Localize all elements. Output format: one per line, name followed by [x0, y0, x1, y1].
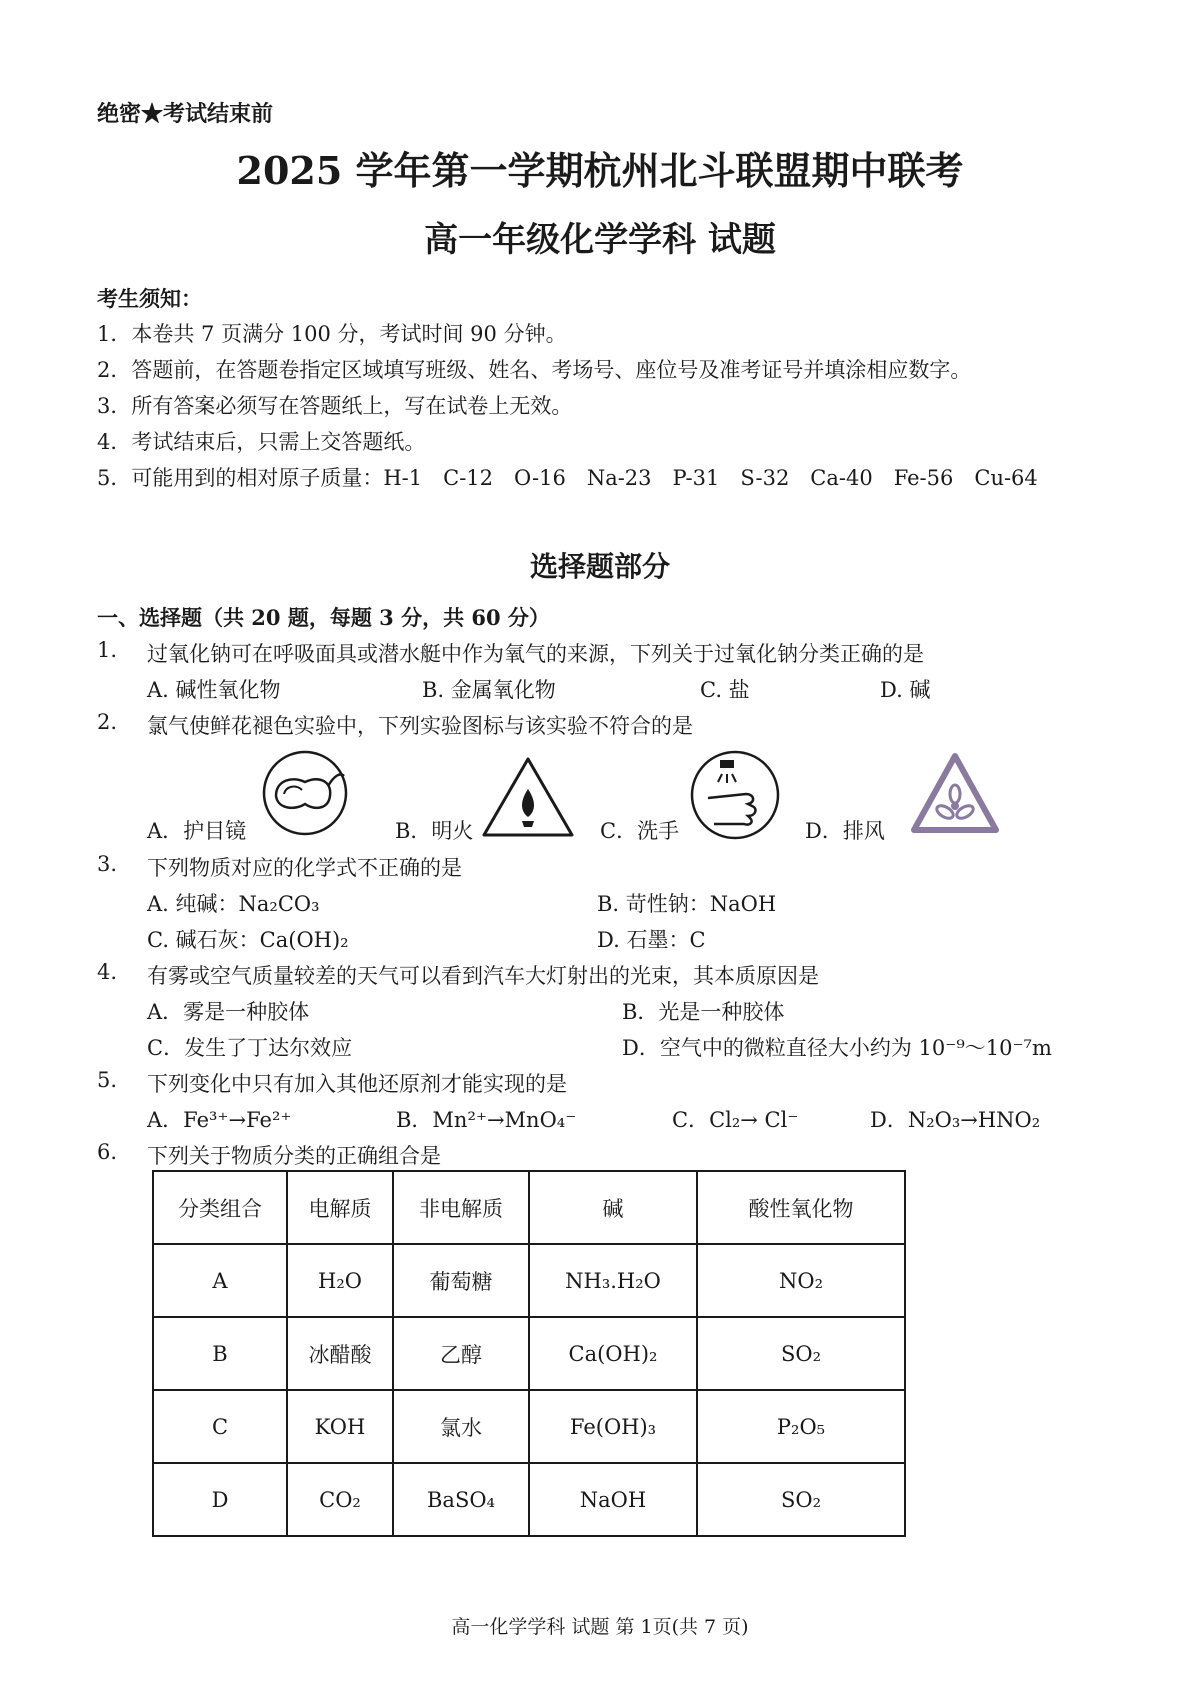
question-text: 过氧化钠可在呼吸面具或潜水艇中作为氧气的来源，下列关于过氧化钠分类正确的是: [147, 642, 924, 666]
notice-item: 5．可能用到的相对原子质量：H-1 C-12 O-16 Na-23 P-31 S-32 Ca-40 Fe-56 Cu-64: [97, 466, 1038, 490]
exam-title: 2025 学年第一学期杭州北斗联盟期中联考: [236, 148, 964, 193]
option-c: C．发生了丁达尔效应: [147, 1036, 353, 1060]
question-number: 1.: [97, 638, 118, 662]
table-cell: B: [153, 1317, 287, 1390]
option-b: B．明火: [395, 819, 474, 843]
table-cell: SO₂: [697, 1463, 905, 1536]
table-cell: C: [153, 1390, 287, 1463]
exhaust-fan-icon: [908, 750, 1002, 836]
table-row: [153, 1317, 905, 1390]
table-cell: KOH: [287, 1390, 393, 1463]
question-text: 下列物质对应的化学式不正确的是: [147, 856, 462, 880]
table-cell: NO₂: [697, 1244, 905, 1317]
option-d: D．N₂O₃→HNO₂: [870, 1108, 1041, 1132]
question-number: 5.: [97, 1068, 118, 1092]
table-header-cell: 碱: [529, 1171, 697, 1244]
option-d: D. 碱: [880, 678, 931, 702]
question-number: 4.: [97, 960, 118, 984]
section-title: 选择题部分: [529, 550, 670, 583]
question-number: 3.: [97, 852, 118, 876]
table-header-cell: 非电解质: [393, 1171, 529, 1244]
goggles-icon: [262, 750, 348, 836]
question-text: 下列变化中只有加入其他还原剂才能实现的是: [147, 1072, 567, 1096]
option-b: B．光是一种胶体: [622, 1000, 785, 1024]
table-cell: 冰醋酸: [287, 1317, 393, 1390]
table-cell: NH₃.H₂O: [529, 1244, 697, 1317]
question-text: 氯气使鲜花褪色实验中，下列实验图标与该实验不符合的是: [147, 714, 693, 738]
notice-item: 1．本卷共 7 页满分 100 分，考试时间 90 分钟。: [97, 322, 567, 346]
option-b: B. 苛性钠：NaOH: [597, 892, 777, 916]
question-number: 6.: [97, 1140, 118, 1164]
table-cell: 乙醇: [393, 1317, 529, 1390]
table-header-row: [153, 1171, 905, 1244]
table-cell: 葡萄糖: [393, 1244, 529, 1317]
option-c: C. 碱石灰：Ca(OH)₂: [147, 928, 349, 952]
question-number: 2.: [97, 710, 118, 734]
table-cell: D: [153, 1463, 287, 1536]
part-title: 一、选择题（共 20 题，每题 3 分，共 60 分）: [97, 605, 550, 630]
table-cell: SO₂: [697, 1317, 905, 1390]
table-row: [153, 1463, 905, 1536]
option-a: A．Fe³⁺→Fe²⁺: [147, 1108, 292, 1132]
option-c: C. 盐: [700, 678, 750, 702]
option-a: A. 纯碱：Na₂CO₃: [147, 892, 320, 916]
table-cell: 氯水: [393, 1390, 529, 1463]
table-cell: A: [153, 1244, 287, 1317]
notice-item: 4．考试结束后，只需上交答题纸。: [97, 430, 426, 454]
exam-subtitle: 高一年级化学学科 试题: [424, 220, 776, 260]
table-cell: P₂O₅: [697, 1390, 905, 1463]
option-a: A. 碱性氧化物: [147, 678, 281, 702]
option-a: A．雾是一种胶体: [147, 1000, 310, 1024]
option-c: C．洗手: [600, 819, 680, 843]
notice-item: 2．答题前，在答题卷指定区域填写班级、姓名、考场号、座位号及准考证号并填涂相应数字。: [97, 358, 972, 382]
table-header-cell: 电解质: [287, 1171, 393, 1244]
table-cell: Ca(OH)₂: [529, 1317, 697, 1390]
secret-label: 绝密★考试结束前: [97, 101, 274, 127]
table-cell: H₂O: [287, 1244, 393, 1317]
table-cell: Fe(OH)₃: [529, 1390, 697, 1463]
notice-item: 3．所有答案必须写在答题纸上，写在试卷上无效。: [97, 394, 573, 418]
option-d: D．排风: [805, 819, 885, 843]
option-b: B. 金属氧化物: [422, 678, 556, 702]
option-c: C．Cl₂→ Cl⁻: [672, 1108, 799, 1132]
classification-table: [152, 1170, 906, 1537]
question-text: 下列关于物质分类的正确组合是: [147, 1144, 441, 1168]
table-row: [153, 1390, 905, 1463]
table-row: [153, 1244, 905, 1317]
option-b: B．Mn²⁺→MnO₄⁻: [396, 1108, 577, 1132]
option-a: A．护目镜: [147, 819, 247, 843]
table-header-cell: 分类组合: [153, 1171, 287, 1244]
table-cell: NaOH: [529, 1463, 697, 1536]
hand-wash-icon: [690, 750, 780, 840]
table-cell: BaSO₄: [393, 1463, 529, 1536]
notice-title: 考生须知：: [97, 286, 202, 311]
option-d: D. 石墨：C: [597, 928, 706, 952]
option-d: D．空气中的微粒直径大小约为 10⁻⁹～10⁻⁷m: [622, 1036, 1052, 1060]
page-footer: 高一化学学科 试题 第 1页(共 7 页): [451, 1616, 749, 1638]
table-header-cell: 酸性氧化物: [697, 1171, 905, 1244]
question-text: 有雾或空气质量较差的天气可以看到汽车大灯射出的光束，其本质原因是: [147, 964, 819, 988]
open-flame-icon: [480, 755, 576, 839]
table-cell: CO₂: [287, 1463, 393, 1536]
